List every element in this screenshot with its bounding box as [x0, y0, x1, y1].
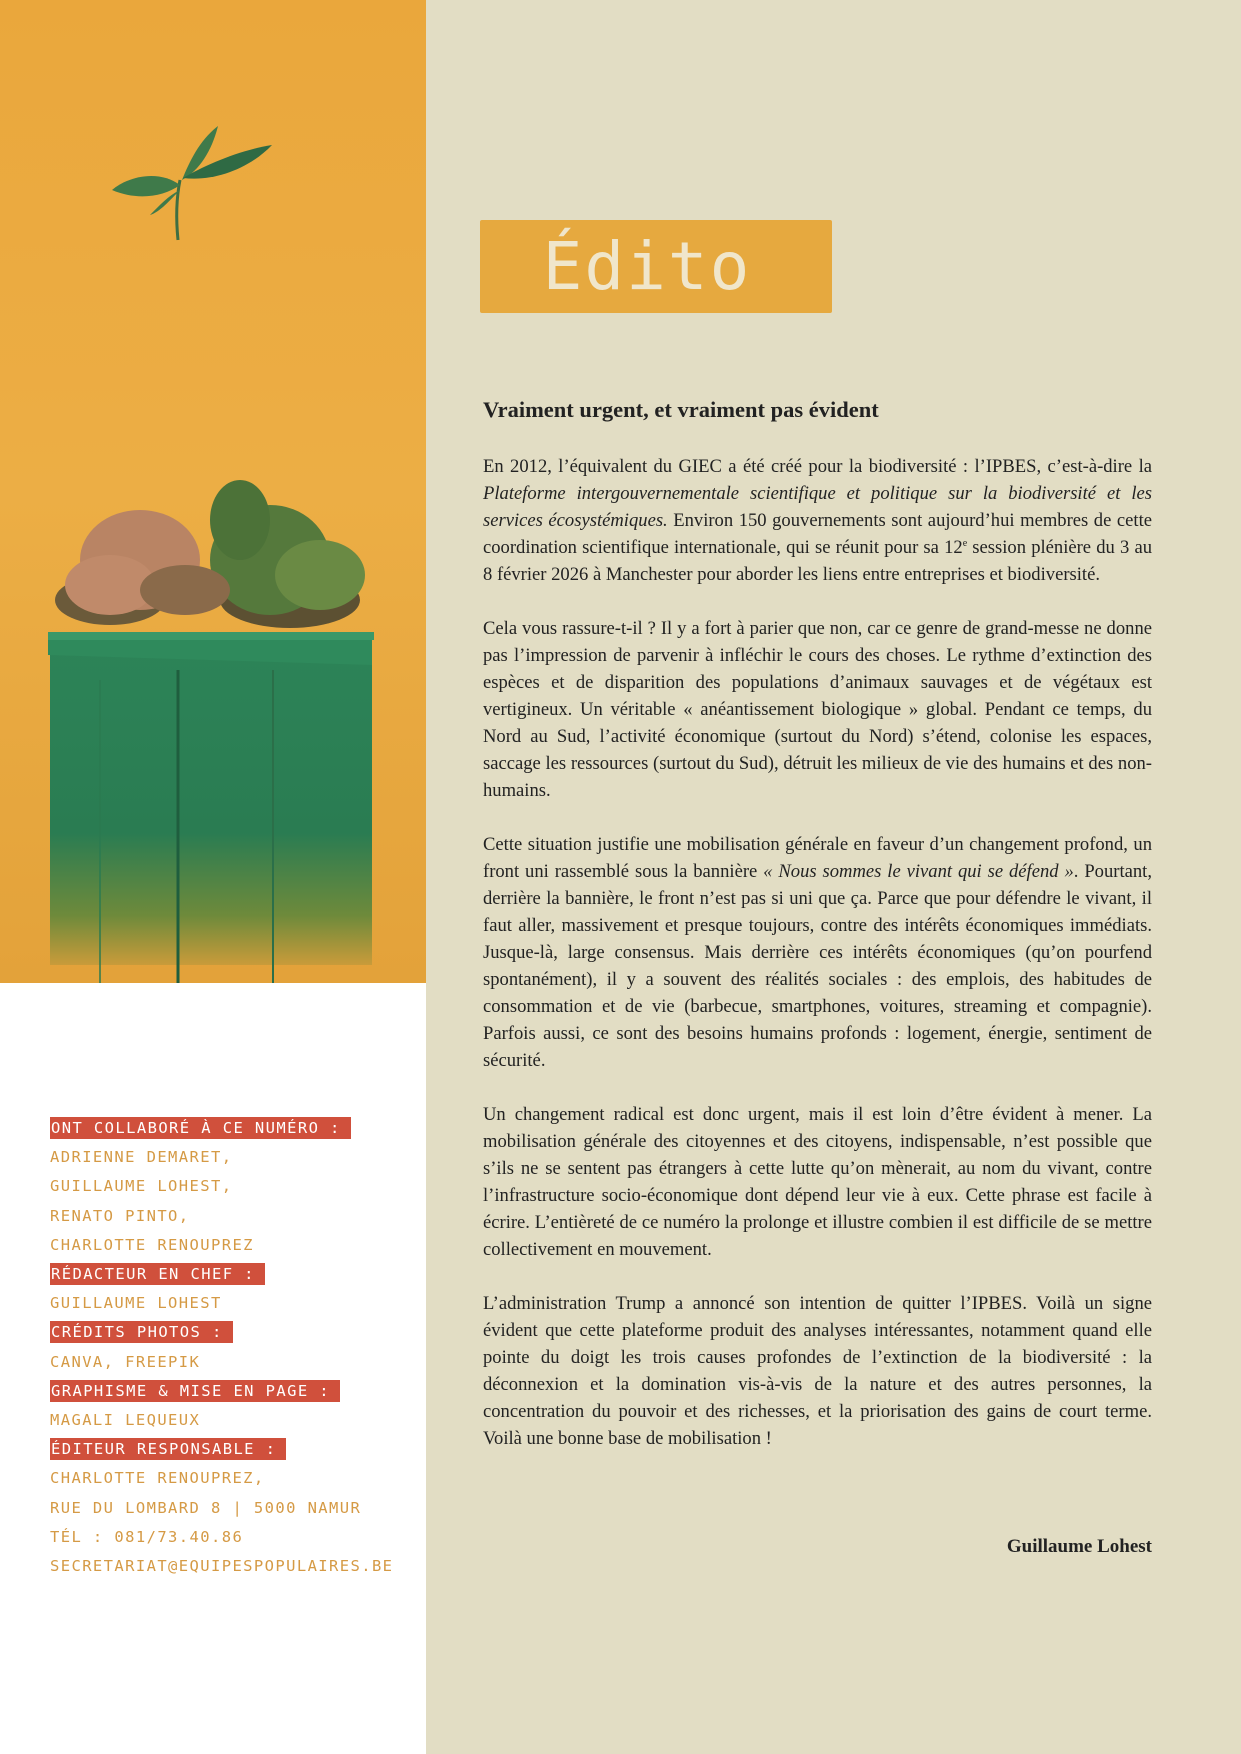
headline: Vraiment urgent, et vraiment pas évident [483, 397, 879, 422]
cover-photo [0, 0, 426, 983]
credits-value: GUILLAUME LOHEST, [50, 1177, 233, 1196]
paragraph-1: En 2012, l’équivalent du GIEC a été créé pour la biodiversité : l’IPBES, c’est-à-dire la Plateforme intergouvernementale scientifique et politique sur la biodiversité et les services écosystémiques. Environ 150 gouvernements sont aujourd’hui membres de cette coordination scientifique internationale, qui se réunit pour sa 12e session plénière du 3 au 8 février 2026 à Manchester pour aborder les liens entre entreprises et biodiversité. [483, 456, 1152, 585]
credits-heading: ÉDITEUR RESPONSABLE : [50, 1435, 420, 1464]
credits-heading: CRÉDITS PHOTOS : [50, 1318, 420, 1347]
main-column [426, 0, 1241, 1754]
credits-heading: GRAPHISME & MISE EN PAGE : [50, 1377, 420, 1406]
credits-value: RUE DU LOMBARD 8 | 5000 NAMUR [50, 1498, 362, 1517]
credits-value: MAGALI LEQUEUX [50, 1411, 201, 1430]
editorial-article [483, 395, 1152, 1479]
paragraph-2: Cela vous rassure-t-il ? Il y a fort à parier que non, car ce genre de grand-messe ne donne pas l’impression de parvenir à infléchir le cours des choses. Le rythme d’extinction des espèces et de disparition des populations d’animaux sauvages et de végétaux est vertigineux. Un véritable « anéantissement biologique » global. Pendant ce temps, du Nord au Sud, l’activité économique (surtout du Nord) s’étend, colonise les espaces, saccage les ressources (surtout du Sud), détruit les milieux de vie des humains et des non-humains. [483, 618, 1152, 801]
section-title: Édito [542, 228, 752, 305]
credits-block [50, 1114, 420, 1581]
credits-value: GUILLAUME LOHEST [50, 1294, 222, 1313]
credits-heading: ONT COLLABORÉ À CE NUMÉRO : [50, 1114, 420, 1143]
credits-value: TÉL : 081/73.40.86 [50, 1527, 244, 1546]
paragraph-3: Cette situation justifie une mobilisation générale en faveur d’un changement profond, un front uni rassemblé sous la bannière « Nous sommes le vivant qui se défend ». Pourtant, derrière la bannière, le front n’est pas si uni que ça. Parce que pour défendre le vivant, il faut aller, massivement et presque toujours, contre des intérêts économiques immédiats. Jusque-là, large consensus. Mais derrière ces intérêts économiques (qu’on pourfend spontanément), il y a souvent des réalités sociales : des emplois, des habitudes de consommation et de vie (barbecue, smartphones, voitures, streaming et compagnie). Parfois aussi, ce sont des besoins humains profonds : logement, énergie, sentiment de sécurité. [483, 834, 1152, 1071]
credits-value: RENATO PINTO, [50, 1206, 190, 1225]
credits-email[interactable]: SECRETARIAT@EQUIPESPOPULAIRES.BE [50, 1557, 394, 1576]
author-signature: Guillaume Lohest [1006, 1536, 1152, 1557]
paragraph-5: L’administration Trump a annoncé son intention de quitter l’IPBES. Voilà un signe évident que cette plateforme produit des analyses intéressantes, notamment quand elle pointe du doigt les trois causes profondes de l’extinction de la biodiversité : la déconnexion et la domination vis-à-vis de la nature et des autres personnes, la concentration du pouvoir et des richesses, et la priorisation des gains de court terme. Voilà une bonne base de mobilisation ! [483, 1293, 1152, 1449]
section-title-box [480, 220, 832, 313]
credits-value: CHARLOTTE RENOUPREZ, [50, 1469, 265, 1488]
credits-value: ADRIENNE DEMARET, [50, 1148, 233, 1167]
planter-box [50, 635, 372, 965]
credits-heading: RÉDACTEUR EN CHEF : [50, 1260, 420, 1289]
credits-value: CANVA, FREEPIK [50, 1352, 201, 1371]
left-column [0, 0, 426, 1754]
credits-value: CHARLOTTE RENOUPREZ [50, 1235, 254, 1254]
planter-illustration [0, 0, 426, 983]
paragraph-4: Un changement radical est donc urgent, mais il est loin d’être évident à mener. La mobilisation générale des citoyennes et des citoyens, indispensable, n’est possible que s’ils ne se sentent pas étrangers à cette lutte qu’on mènerait, au nom du vivant, contre l’infrastructure socio-économique dont dépend leur vie à eux. Cette phrase est facile à écrire. L’entièreté de ce numéro la prolonge et illustre combien il est difficile de se mettre collectivement en mouvement. [483, 1104, 1152, 1260]
